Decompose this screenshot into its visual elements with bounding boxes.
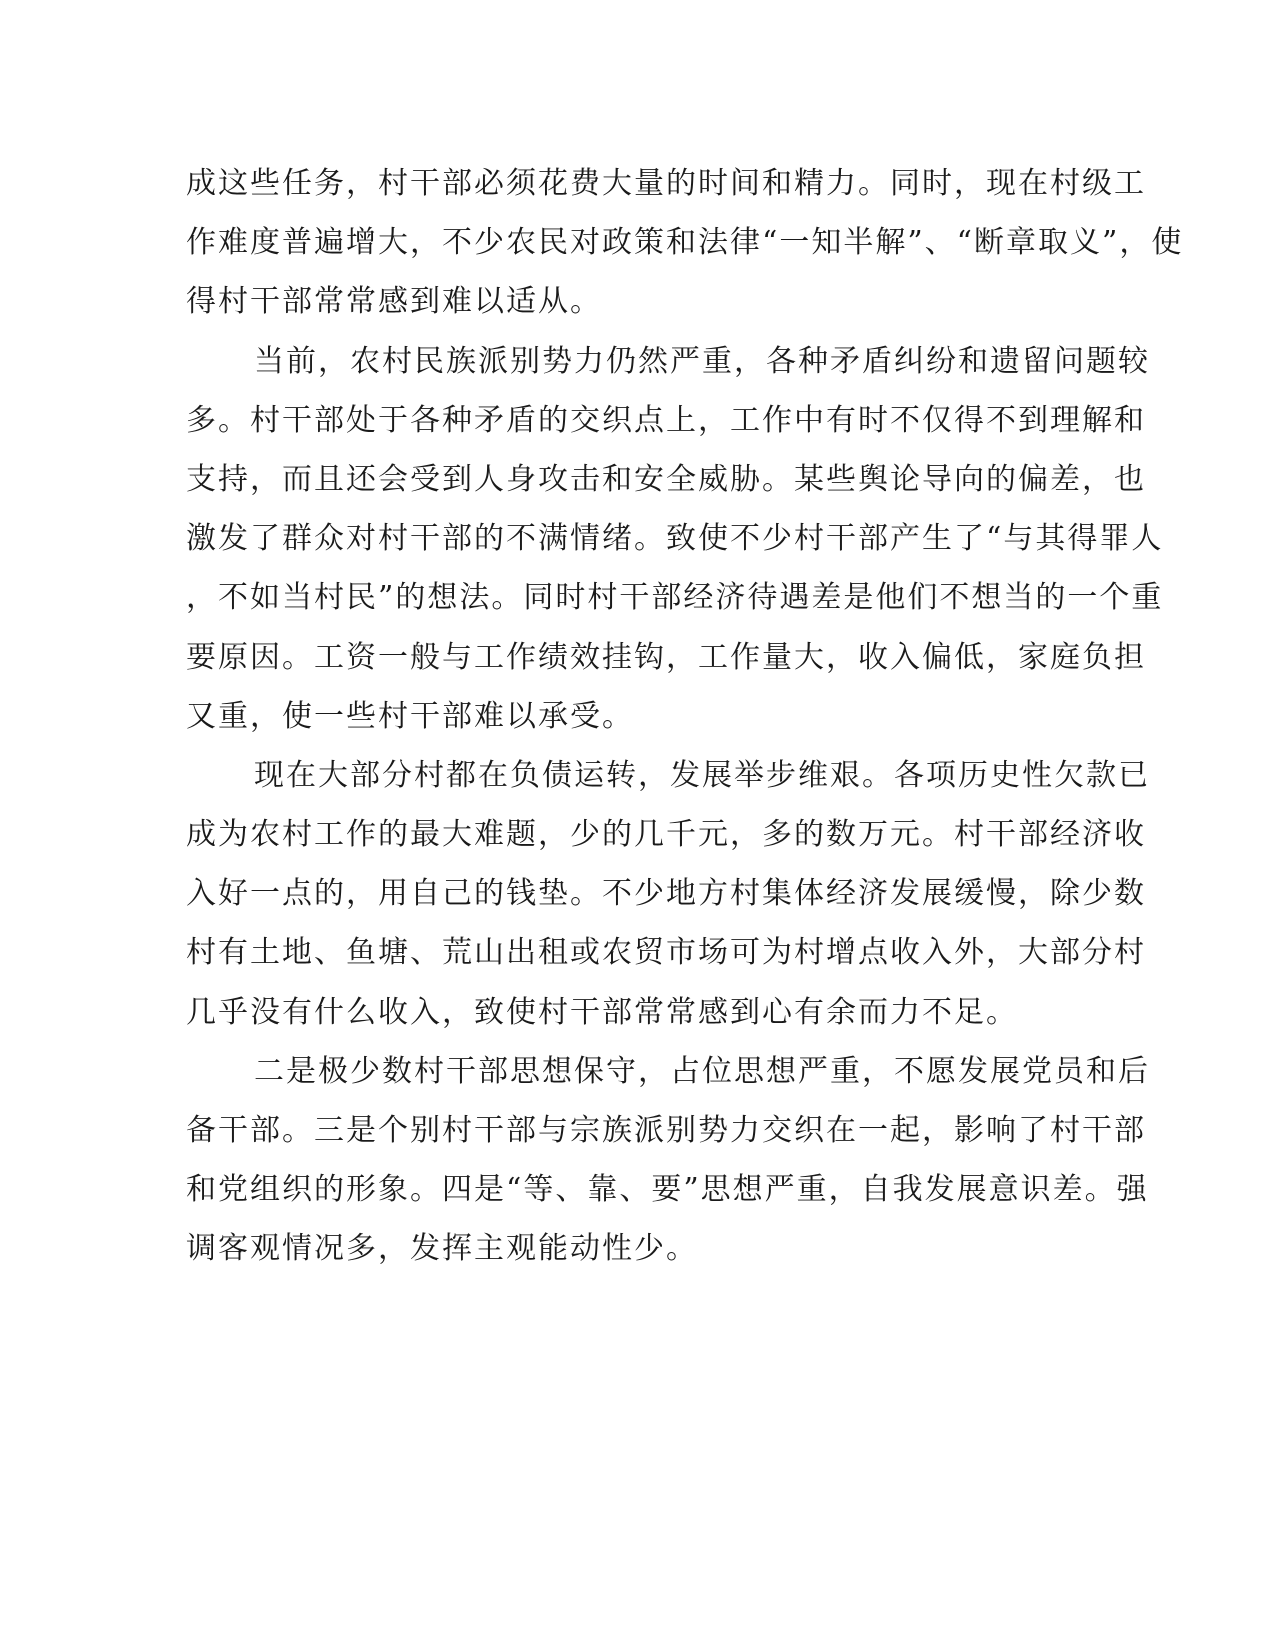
text-line: 几乎没有什么收入，致使村干部常常感到心有余而力不足。	[186, 994, 1018, 1030]
text-line: 当前，农村民族派别势力仍然严重，各种矛盾纠纷和遗留问题较	[254, 343, 1150, 379]
text-line: 成这些任务，村干部必须花费大量的时间和精力。同时，现在村级工	[186, 166, 1146, 201]
paragraph-4	[186, 1042, 1150, 1279]
text-line: 多。村干部处于各种矛盾的交织点上，工作中有时不仅得不到理解和	[186, 402, 1146, 438]
text-line: 入好一点的，用自己的钱垫。不少地方村集体经济发展缓慢，除少数	[186, 876, 1146, 912]
paragraph-2	[186, 332, 1164, 746]
text-line: 村有土地、鱼塘、荒山出租或农贸市场可为村增点收入外，大部分村	[186, 935, 1146, 971]
text-line: 成为农村工作的最大难题，少的几千元，多的数万元。村干部经济收	[186, 817, 1146, 853]
text-line: 又重，使一些村干部难以承受。	[186, 698, 634, 734]
paragraph-1	[186, 154, 1184, 332]
text-line: 要原因。工资一般与工作绩效挂钩，工作量大，收入偏低，家庭负担	[186, 639, 1146, 675]
text-line: 作难度普遍增大，不少农民对政策和法律“一知半解”、“断章取义”，使	[186, 225, 1184, 261]
text-line: ，不如当村民”的想法。同时村干部经济待遇差是他们不想当的一个重	[186, 580, 1164, 616]
text-line: 备干部。三是个别村干部与宗族派别势力交织在一起，影响了村干部	[186, 1113, 1146, 1148]
text-line: 支持，而且还会受到人身攻击和安全威胁。某些舆论导向的偏差，也	[186, 461, 1146, 497]
text-line: 二是极少数村干部思想保守，占位思想严重，不愿发展党员和后	[254, 1053, 1150, 1089]
document-body	[186, 154, 1184, 1279]
text-line: 和党组织的形象。四是“等、靠、要”思想严重，自我发展意识差。强	[186, 1172, 1149, 1208]
text-line: 得村干部常常感到难以适从。	[186, 284, 602, 320]
text-line: 调客观情况多，发挥主观能动性少。	[186, 1231, 698, 1267]
text-line: 激发了群众对村干部的不满情绪。致使不少村干部产生了“与其得罪人	[186, 521, 1164, 557]
text-line: 现在大部分村都在负债运转，发展举步维艰。各项历史性欠款已	[254, 757, 1150, 793]
paragraph-3	[186, 746, 1150, 1042]
